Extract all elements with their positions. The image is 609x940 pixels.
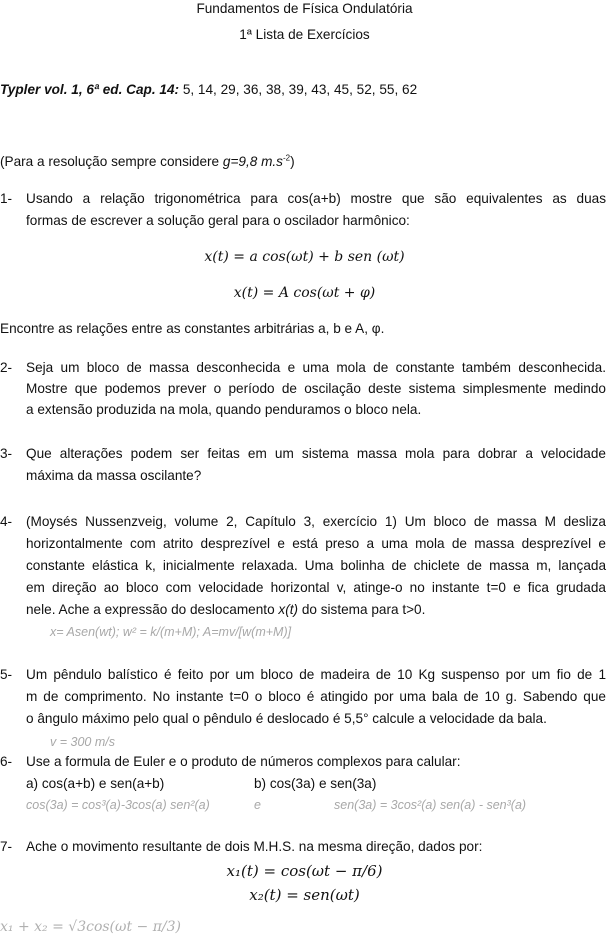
q4-line1: (Moysés Nussenzveig, volume 2, Capítulo 3, exercício 1) Um bloco de massa M desliza bbox=[26, 514, 606, 529]
q4-line4: em direção ao bloco com velocidade horizontal v, atinge-o no instante t=0 e fica grudada bbox=[26, 580, 606, 595]
q4-line5-text: nele. Ache a expressão do deslocamento bbox=[26, 602, 279, 617]
document-title: Fundamentos de Física Ondulatória bbox=[196, 1, 413, 16]
q4-line5 bbox=[26, 601, 425, 619]
document-subtitle: 1ª Lista de Exercícios bbox=[239, 27, 370, 42]
q4-number: 4- bbox=[0, 514, 13, 529]
gravity-note-suffix: ) bbox=[290, 154, 295, 169]
q1-footer: Encontre as relações entre as constantes arbitrárias a, b e A, φ. bbox=[0, 321, 385, 336]
q1-equation2: x(t) = A cos(ωt + φ) bbox=[233, 285, 376, 301]
q4-answer: x= Asen(wt); w² = k/(m+M); A=mv/[w(m+M)] bbox=[50, 625, 292, 639]
q1-equation1: x(t) = a cos(ωt) + b sen (ωt) bbox=[204, 249, 405, 265]
textbook-reference bbox=[0, 81, 417, 99]
q7-line1: Ache o movimento resultante de dois M.H.S. na mesma direção, dados por: bbox=[26, 839, 483, 854]
gravity-note-prefix: (Para a resolução sempre considere bbox=[0, 154, 223, 169]
q5-number: 5- bbox=[0, 667, 13, 682]
q4-line5-end: do sistema para t>0. bbox=[298, 602, 426, 617]
q4-line5-x: x(t) bbox=[278, 602, 299, 617]
q2-line3: a extensão produzida na mola, quando penduramos o bloco nela. bbox=[26, 402, 422, 417]
q6-number: 6- bbox=[0, 754, 13, 769]
q6-answer-b: sen(3a) = 3cos²(a) sen(a) - sen³(a) bbox=[334, 798, 527, 812]
q1-line2: formas de escrever a solução geral para o oscilador harmônico: bbox=[26, 213, 410, 228]
q3-number: 3- bbox=[0, 446, 13, 461]
q4-line2: horizontalmente com atrito desprezível e está preso a uma mola de massa desprezível e bbox=[26, 536, 606, 551]
q5-line2: m de comprimento. No instante t=0 o bloco é atingido por uma bala de 10 g. Sabendo que bbox=[26, 689, 606, 704]
q7-equation1: x₁(t) = cos(ωt − π/6) bbox=[226, 862, 383, 880]
q7-answer: x₁ + x₂ = √3cos(ωt − π/3) bbox=[0, 919, 181, 935]
q6-line1: Use a formula de Euler e o produto de números complexos para calular: bbox=[26, 754, 461, 769]
textbook-reference-book: Typler vol. 1, 6ª ed. Cap. 14: bbox=[0, 82, 180, 97]
q1-line1: Usando a relação trigonométrica para cos(a+b) mostre que são equivalentes as duas bbox=[26, 191, 606, 206]
q5-line3: o ângulo máximo pelo qual o pêndulo é deslocado é 5,5° calcule a velocidade da bala. bbox=[26, 711, 547, 726]
q6-answer-a: cos(3a) = cos³(a)-3cos(a) sen²(a) bbox=[26, 798, 210, 812]
q3-line2: máxima da massa oscilante? bbox=[26, 468, 202, 483]
q7-equation2: x₂(t) = sen(ωt) bbox=[249, 886, 360, 904]
textbook-reference-problems: 5, 14, 29, 36, 38, 39, 43, 45, 52, 55, 62 bbox=[179, 82, 418, 97]
q3-line1: Que alterações podem ser feitas em um sistema massa mola para dobrar a velocidade bbox=[26, 446, 606, 461]
gravity-note bbox=[0, 153, 295, 171]
q2-line1: Seja um bloco de massa desconhecida e uma mola de constante também desconhecida. bbox=[26, 360, 606, 375]
q6-answer-e: e bbox=[254, 798, 261, 812]
q2-line2: Mostre que podemos prever o período de oscilação deste sistema simplesmente medindo bbox=[26, 381, 606, 396]
q7-number: 7- bbox=[0, 839, 13, 854]
q2-number: 2- bbox=[0, 360, 13, 375]
gravity-exponent: -2 bbox=[282, 153, 291, 163]
q4-line3: constante elástica k, inicialmente relaxada. Uma bolinha de chiclete de massa m, lançada bbox=[26, 558, 606, 573]
q5-line1: Um pêndulo balístico é feito por um bloco de madeira de 10 Kg suspenso por um fio de 1 bbox=[26, 667, 606, 682]
q1-number: 1- bbox=[0, 191, 13, 206]
q5-answer: v = 300 m/s bbox=[50, 735, 115, 749]
gravity-value: g=9,8 m.s bbox=[222, 154, 283, 169]
q6-item-b: b) cos(3a) e sen(3a) bbox=[254, 776, 377, 791]
q6-item-a: a) cos(a+b) e sen(a+b) bbox=[26, 776, 165, 791]
